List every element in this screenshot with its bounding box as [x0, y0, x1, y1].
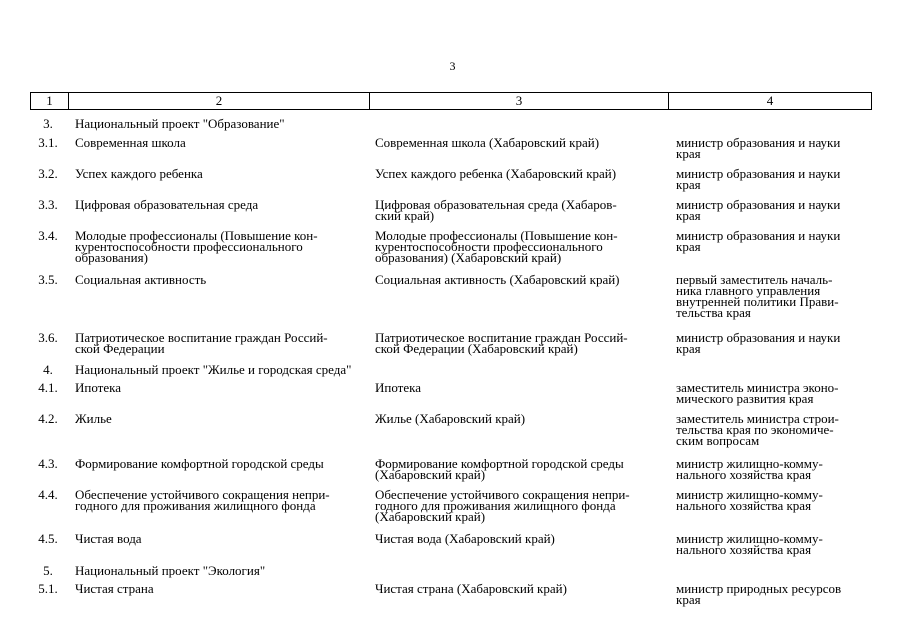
responsible-person: заместитель министра эконо- мического развития края [676, 380, 839, 406]
page-number: 3 [449, 59, 456, 73]
regional-project: Современная школа (Хабаровский край) [375, 135, 600, 150]
responsible-person: министр природных ресурсов края [676, 581, 842, 607]
project-name: Успех каждого ребенка [75, 166, 203, 181]
row-number: 3.4. [38, 228, 58, 243]
responsible-person: министр образования и науки края [676, 166, 841, 192]
project-name: Чистая вода [75, 531, 142, 546]
project-name: Ипотека [75, 380, 122, 395]
project-name: Цифровая образовательная среда [75, 197, 259, 212]
row-number: 4.5. [38, 531, 58, 546]
row-number: 5.1. [38, 581, 58, 596]
row-number: 4. [43, 362, 53, 377]
project-name: Чистая страна [75, 581, 154, 596]
regional-project: Чистая страна (Хабаровский край) [375, 581, 567, 596]
row-number: 3.5. [38, 272, 58, 287]
project-name: Жилье [75, 411, 112, 426]
row-number: 5. [43, 563, 53, 578]
row-number: 3.2. [38, 166, 58, 181]
responsible-person: министр образования и науки края [676, 135, 841, 161]
section-title: Национальный проект "Экология" [75, 563, 266, 578]
row-number: 3.6. [38, 330, 58, 345]
section-title: Национальный проект "Образование" [75, 116, 285, 131]
responsible-person: министр жилищно-комму- нального хозяйства края [676, 487, 823, 513]
project-name: Обеспечение устойчивого сокращения непри- годного для проживания жилищного фонда [75, 487, 330, 513]
row-number: 4.2. [38, 411, 58, 426]
row-number: 3. [43, 116, 53, 131]
row-number: 4.3. [38, 456, 58, 471]
regional-project: Молодые профессионалы (Повышение кон- курентоспособности профессионального образования) (Хабаровский край) [375, 228, 618, 265]
responsible-person: заместитель министра строи- тельства края по экономиче- ским вопросам [676, 411, 839, 448]
responsible-person: министр образования и науки края [676, 330, 841, 356]
section-title: Национальный проект "Жилье и городская среда" [75, 362, 352, 377]
responsible-person: министр жилищно-комму- нального хозяйства края [676, 531, 823, 557]
header-col-4: 4 [766, 93, 774, 108]
header-col-1: 1 [31, 93, 69, 109]
regional-project: Успех каждого ребенка (Хабаровский край) [375, 166, 617, 181]
project-name: Формирование комфортной городской среды [75, 456, 324, 471]
header-col-3: 3 [370, 93, 669, 109]
row-number: 3.3. [38, 197, 58, 212]
regional-project: Социальная активность (Хабаровский край) [375, 272, 620, 287]
row-number: 4.1. [38, 380, 58, 395]
regional-project: Чистая вода (Хабаровский край) [375, 531, 555, 546]
regional-project: Жилье (Хабаровский край) [375, 411, 526, 426]
regional-project: Формирование комфортной городской среды (Хабаровский край) [375, 456, 624, 482]
regional-project: Обеспечение устойчивого сокращения непри- годного для проживания жилищного фонда (Хабаровский край) [375, 487, 630, 524]
row-number: 4.4. [38, 487, 58, 502]
project-name: Социальная активность [75, 272, 207, 287]
regional-project: Патриотическое воспитание граждан Россий- ской Федерации (Хабаровский край) [375, 330, 628, 356]
responsible-person: министр образования и науки края [676, 197, 841, 223]
regional-project: Цифровая образовательная среда (Хабаров- ский край) [375, 197, 617, 223]
responsible-person: первый заместитель началь- ника главного управления внутренней политики Прави- тельства края [676, 272, 839, 320]
responsible-person: министр образования и науки края [676, 228, 841, 254]
responsible-person: министр жилищно-комму- нального хозяйства края [676, 456, 823, 482]
project-name: Патриотическое воспитание граждан Россий- ской Федерации [75, 330, 328, 356]
regional-project: Ипотека [375, 380, 422, 395]
project-name: Молодые профессионалы (Повышение кон- курентоспособности профессионального образования) [75, 228, 318, 265]
row-number: 3.1. [38, 135, 58, 150]
table-header [30, 92, 872, 110]
project-name: Современная школа [75, 135, 186, 150]
header-col-2: 2 [69, 93, 370, 109]
